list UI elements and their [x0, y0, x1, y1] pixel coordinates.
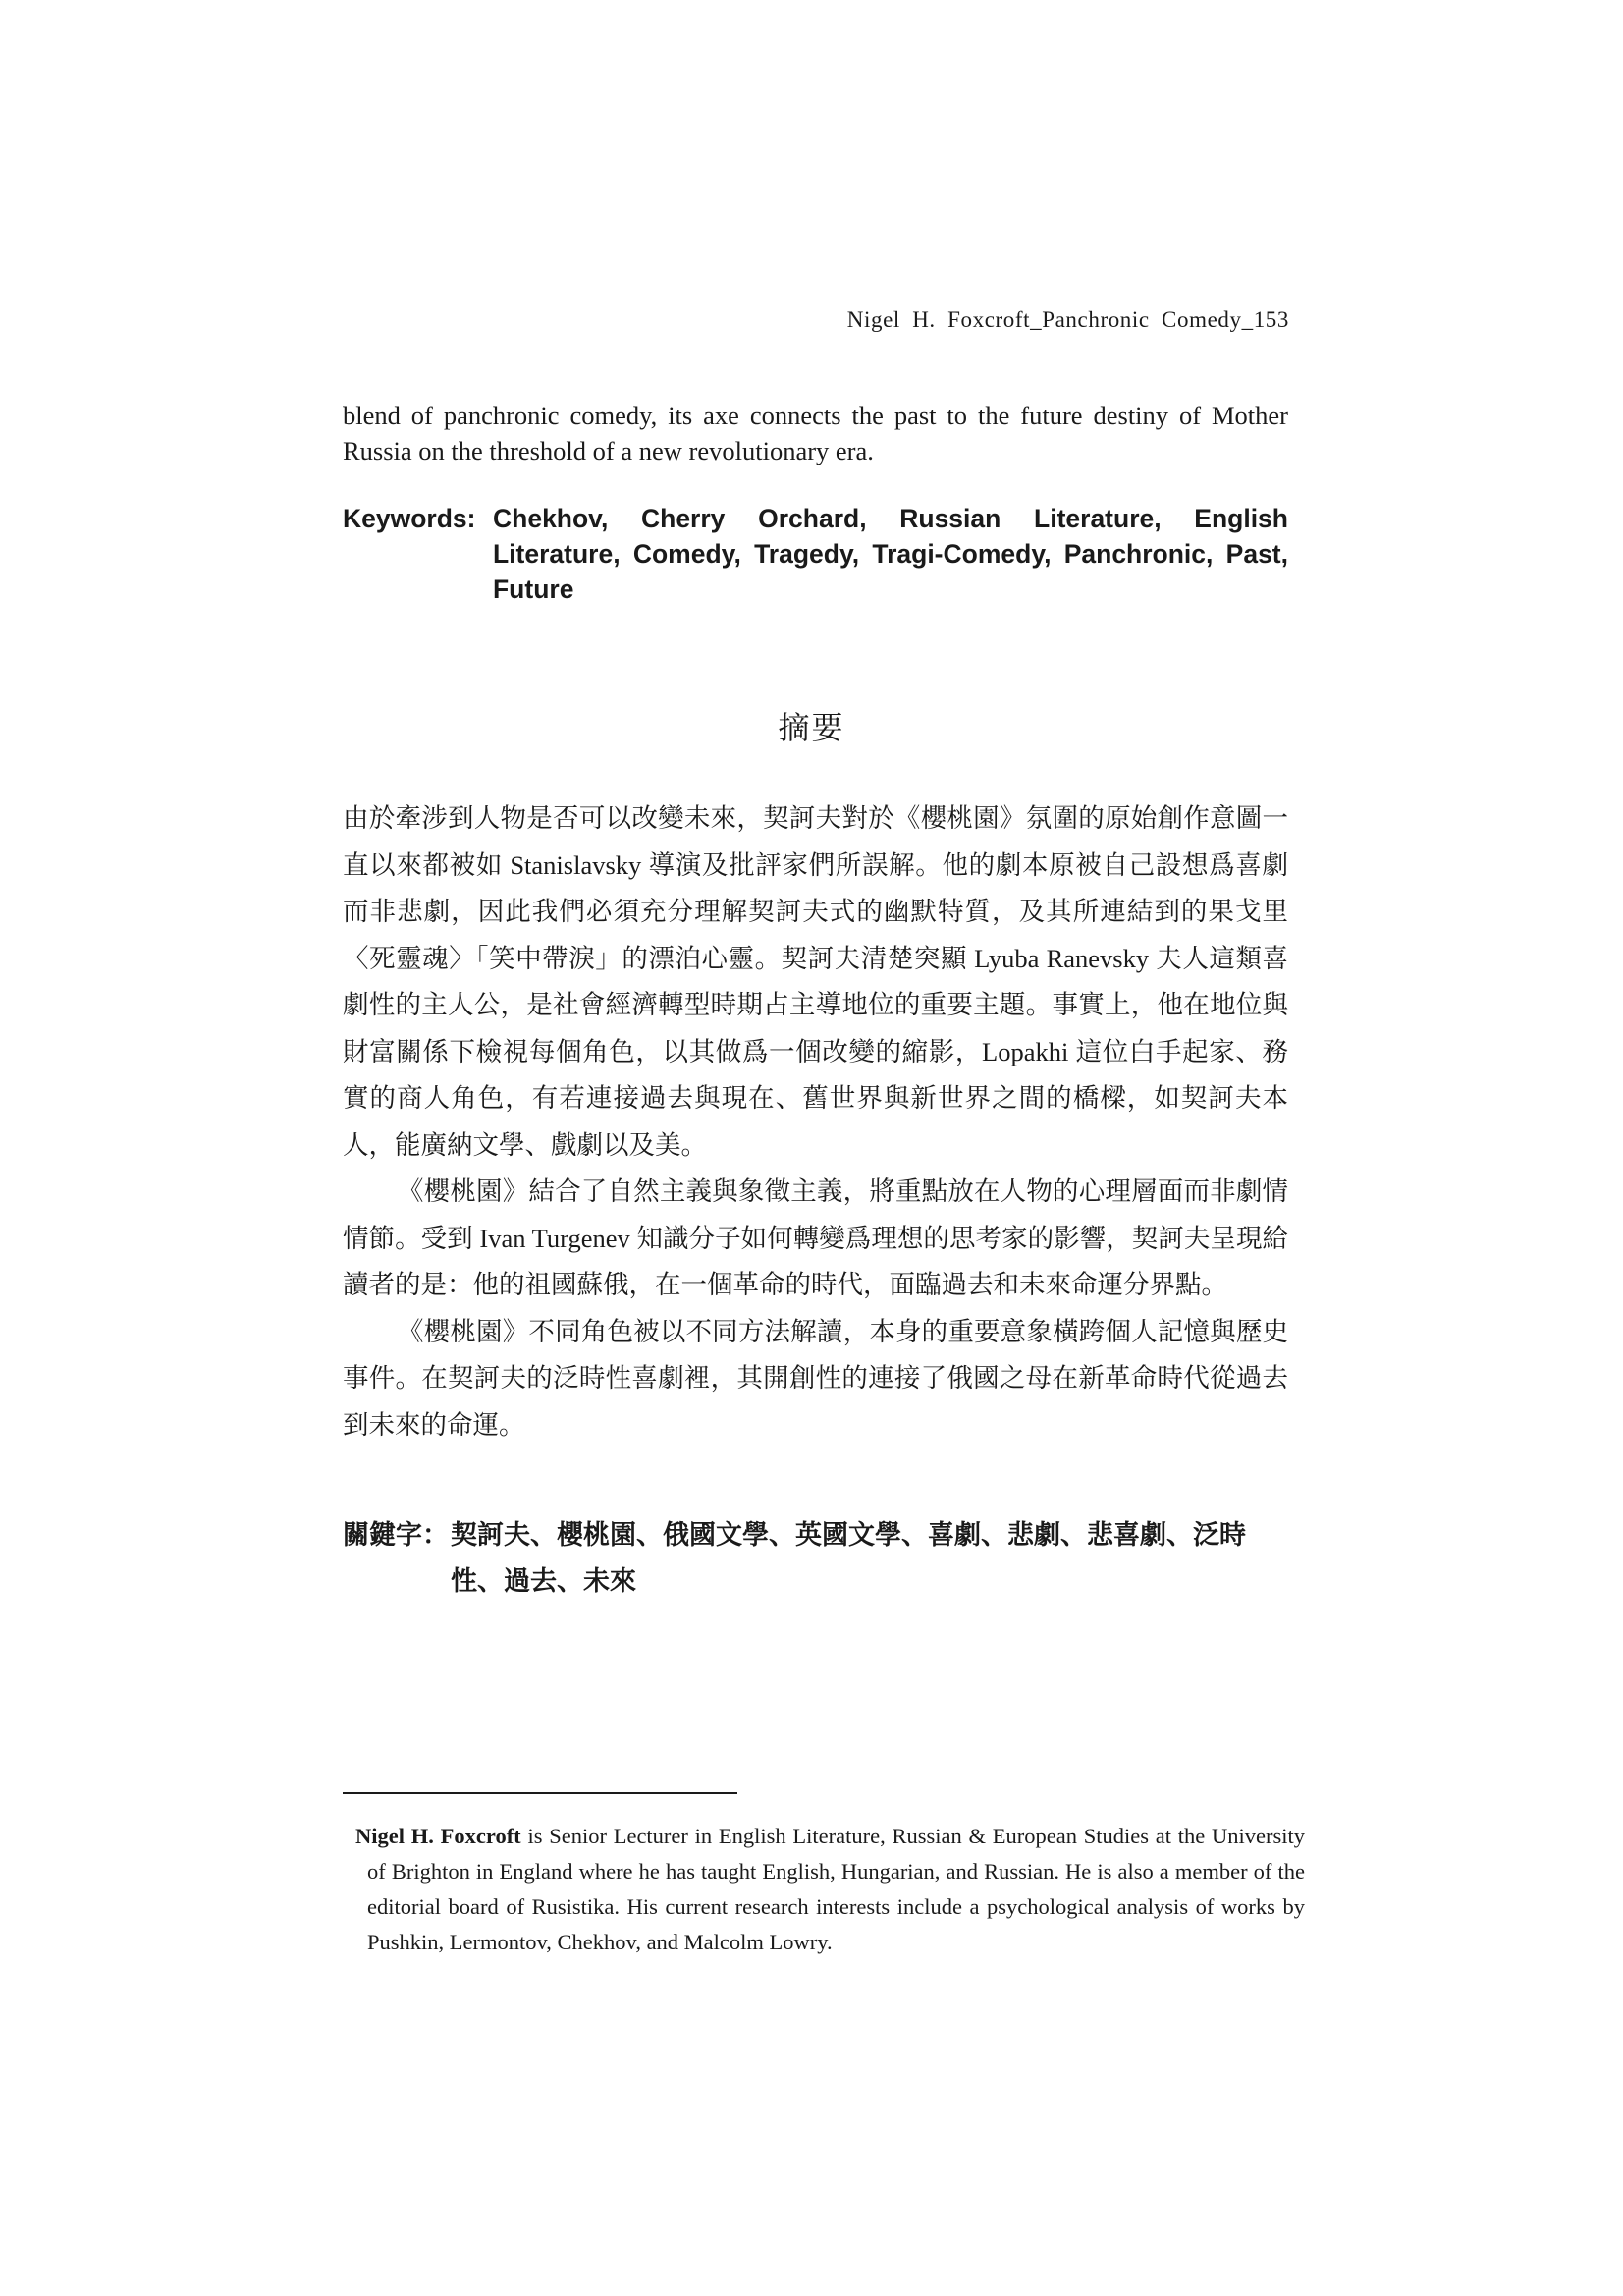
abstract-chinese-paragraph: 《櫻桃園》結合了自然主義與象徵主義，將重點放在人物的心理層面而非劇情情節。受到 Ivan Turgenev 知識分子如何轉變爲理想的思考家的影響，契訶夫呈現給讀者的是：他的祖國蘇俄，在一個革命的時代，面臨過去和未來命運分界點。 — [343, 1176, 1288, 1299]
author-footnote — [355, 1819, 1305, 1960]
abstract-chinese-heading: 摘要 — [778, 710, 845, 745]
abstract-chinese-paragraph: 《櫻桃園》不同角色被以不同方法解讀，本身的重要意象橫跨個人記憶與歷史事件。在契訶夫的泛時性喜劇裡，其開創性的連接了俄國之母在新革命時代從過去到未來的命運。 — [343, 1316, 1288, 1440]
footnote-divider — [343, 1792, 737, 1794]
running-header: Nigel H. Foxcroft_Panchronic Comedy_153 — [846, 307, 1289, 332]
keywords-chinese-label: 關鍵字： — [343, 1520, 449, 1551]
abstract-english-tail: blend of panchronic comedy, its axe connects the past to the future destiny of Mother Russia on the threshold of a new revolutionary era. — [343, 401, 1288, 465]
keywords-chinese-list: 契訶夫、櫻桃園、俄國文學、英國文學、喜劇、悲劇、悲喜劇、泛時性、過去、未來 — [451, 1520, 1246, 1597]
keywords-english-label: Keywords: — [343, 504, 476, 533]
abstract-chinese-body — [343, 795, 1288, 1449]
keywords-english — [343, 501, 1288, 607]
abstract-chinese-paragraph: 由於牽涉到人物是否可以改變未來，契訶夫對於《櫻桃園》氛圍的原始創作意圖一直以來都被如 Stanislavsky 導演及批評家們所誤解。他的劇本原被自己設想爲喜劇而非悲劇，因此我們必須充分理解契訶夫式的幽默特質，及其所連結到的果戈里〈死靈魂〉「笑中帶淚」的漂泊心靈。契訶夫清楚突顯 Lyuba Ranevsky 夫人這類喜劇性的主人公，是社會經濟轉型時期占主導地位的重要主題。事實上，他在地位與財富關係下檢視每個角色，以其做爲一個改變的縮影，Lopakhi 這位白手起家、務實的商人角色，有若連接過去與現在、舊世界與新世界之間的橋樑，如契訶夫本人，能廣納文學、戲劇以及美。 — [343, 803, 1288, 1160]
footnote-author-bio: is Senior Lecturer in English Literature, Russian & European Studies at the University of Brighton in England where he has taught English, Hungarian, and Russian. He is also a member of the editorial board of Rusistika. His current research interests include a psychological analysis of works by Pushkin, Lermontov, Chekhov, and Malcolm Lowry. — [367, 1824, 1305, 1954]
keywords-english-list: Chekhov, Cherry Orchard, Russian Literature, English Literature, Comedy, Tragedy, Tragi-Comedy, Panchronic, Past, Future — [493, 504, 1288, 604]
footnote-author-name: Nigel H. Foxcroft — [355, 1824, 521, 1848]
keywords-chinese — [343, 1512, 1288, 1605]
